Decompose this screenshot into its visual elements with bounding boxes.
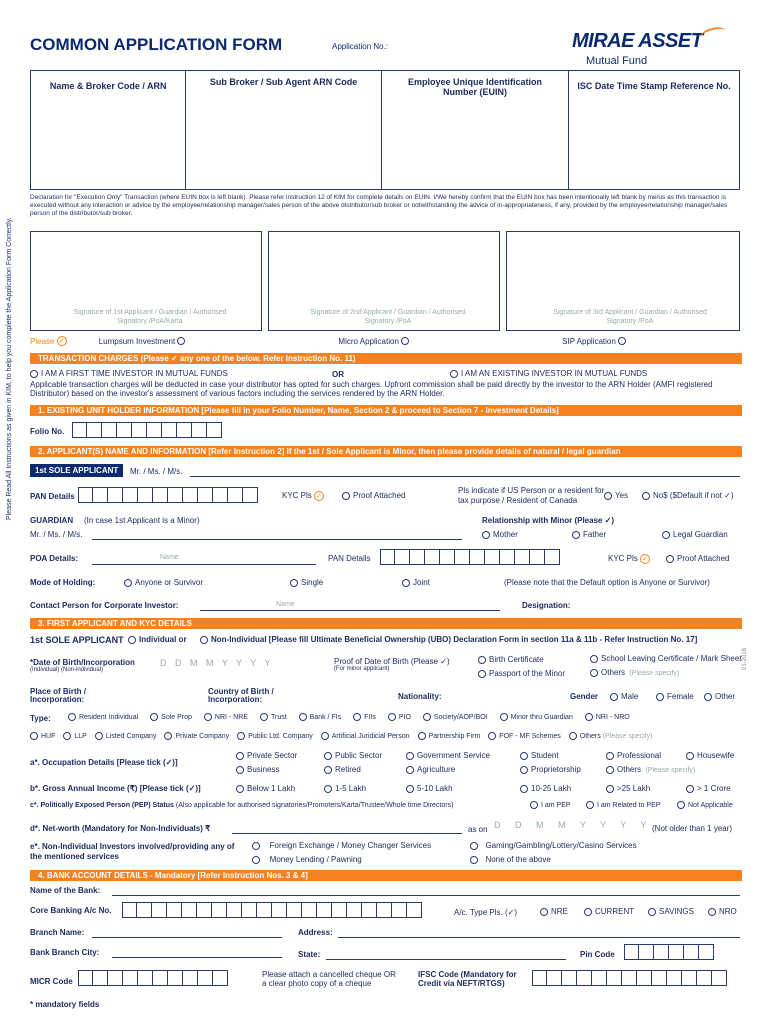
service-option[interactable]: Money Lending / Pawning xyxy=(252,855,362,864)
birth-cert-option[interactable]: Birth Certificate xyxy=(478,655,544,664)
income-option[interactable]: 1-5 Lakh xyxy=(324,784,366,793)
signature-caption-2: Signature of 2nd Applicant / Guardian / Authorised Signatory /PoA xyxy=(310,309,466,325)
pan-input[interactable] xyxy=(78,487,258,503)
type-option[interactable]: Private Company xyxy=(164,732,229,740)
folio-label: Folio No. xyxy=(30,427,65,436)
ac-type-option[interactable]: NRO xyxy=(708,907,737,916)
micr-label: MICR Code xyxy=(30,977,73,986)
type-option[interactable]: Society/AOP/BOI xyxy=(423,713,488,721)
city-label: Bank Branch City: xyxy=(30,948,100,957)
relation-mother[interactable]: Mother xyxy=(482,530,518,539)
type-label: Type: xyxy=(30,714,51,723)
occ-option[interactable]: Agriculture xyxy=(406,765,455,774)
branch-line[interactable] xyxy=(92,937,282,938)
type-option[interactable]: Artificial Juridicial Person xyxy=(321,732,410,740)
income-option[interactable]: > 1 Crore xyxy=(686,784,731,793)
type-row-1 xyxy=(68,713,630,721)
micr-input[interactable] xyxy=(78,970,228,986)
income-option[interactable]: 10-25 Lakh xyxy=(520,784,571,793)
section-4-bar: 4. BANK ACCOUNT DETAILS - Mandatory [Refer Instruction Nos. 3 & 4] xyxy=(30,870,742,881)
poa-pan-input[interactable] xyxy=(380,549,560,565)
signature-caption-3: Signature of 3rd Applicant / Guardian / Authorised Signatory /PoA xyxy=(553,309,707,325)
micro-option[interactable]: Micro Application xyxy=(338,337,412,346)
guardian-note: (In case 1st Applicant is a Minor) xyxy=(84,516,200,525)
state-label: State: xyxy=(298,950,321,959)
section-3-bar: 3. FIRST APPLICANT AND KYC DETAILS xyxy=(30,618,742,629)
broker-col-1[interactable]: Name & Broker Code / ARN xyxy=(31,71,186,189)
us-yes-option[interactable]: Yes xyxy=(604,491,628,500)
ac-type-option[interactable]: SAVINGS xyxy=(648,907,694,916)
or-label: OR xyxy=(332,370,344,379)
minor-note: (For minor applicant) xyxy=(334,666,390,672)
branch-label: Branch Name: xyxy=(30,928,85,937)
folio-input[interactable] xyxy=(72,422,222,438)
networth-date[interactable]: D D M M Y Y Y Y xyxy=(494,820,653,830)
address-label: Address: xyxy=(298,928,333,937)
dob-others-option[interactable]: Others (Please specify) xyxy=(590,668,679,677)
type-option[interactable]: Bank / FIs xyxy=(299,713,342,721)
lumpsum-option[interactable]: Lumpsum Investment xyxy=(99,337,189,346)
bank-name-label: Name of the Bank: xyxy=(30,886,101,895)
contact-label: Contact Person for Corporate Investor: xyxy=(30,601,179,610)
logo-swoosh-icon xyxy=(699,25,727,43)
s3-sole-label: 1st SOLE APPLICANT xyxy=(30,635,124,645)
guardian-salutation: Mr. / Ms. / M/s. xyxy=(30,530,83,539)
mode-label: Mode of Holding: xyxy=(30,578,96,587)
occ-option[interactable]: Public Sector xyxy=(324,751,382,760)
gender-label: Gender xyxy=(570,692,599,701)
guardian-name-line[interactable] xyxy=(92,539,462,540)
poa-label: POA Details: xyxy=(30,554,79,563)
type-option[interactable]: Listed Company xyxy=(95,732,157,740)
income-option[interactable]: 5-10 Lakh xyxy=(406,784,453,793)
mode-joint[interactable]: Joint xyxy=(402,578,430,587)
type-option[interactable]: Partnership Firm xyxy=(418,732,481,740)
euin-declaration: Declaration for "Execution Only" Transaction (where EUIN box is left blank). Please refer instruction 12 of KIM for complete details on EUIN. I/We hereby confirm that the EUIN box has been intentionally left blank by me/us as this transaction is executed without any interaction or advice by the employee/relationship manager/sales person of the above distributor/sub broker or notwithstanding the advice of in-appropriateness, if any, provided by the employee/relationship manager/sales person of the distributor/sub broker. xyxy=(30,194,728,217)
type-option[interactable]: Sole Prop xyxy=(150,713,192,721)
sip-option[interactable]: SIP Application xyxy=(562,337,629,346)
occ-option[interactable]: Retired xyxy=(324,765,361,774)
networth-note: (Not older than 1 year) xyxy=(652,824,733,833)
ac-type-label: A/c. Type Pls. (✓) xyxy=(454,908,518,917)
mode-note: (Please note that the Default option is Anyone or Survivor) xyxy=(504,578,710,587)
broker-col-3[interactable]: Employee Unique Identification Number (EUIN) xyxy=(382,71,569,189)
service-option[interactable]: None of the above xyxy=(470,855,551,864)
broker-col-2[interactable]: Sub Broker / Sub Agent ARN Code xyxy=(186,71,381,189)
income-option[interactable]: Below 1 Lakh xyxy=(236,784,295,793)
section-2-bar: 2. APPLICANT(S) NAME AND INFORMATION [Refer Instruction 2] If the 1st / Sole Applicant is Minor, then please provide details of natural / legal guardian xyxy=(30,446,742,457)
occ-option[interactable]: Student xyxy=(520,751,559,760)
gender-female[interactable]: Female xyxy=(656,692,694,701)
occ-option[interactable]: Others (Please specify) xyxy=(606,765,695,774)
relationship-label: Relationship with Minor (Please ✓) xyxy=(482,516,615,525)
type-option[interactable]: HUF xyxy=(30,732,55,740)
ifsc-input[interactable] xyxy=(532,970,727,986)
type-option[interactable]: LLP xyxy=(63,732,86,740)
contact-name-line[interactable] xyxy=(200,610,500,611)
pin-label: Pin Code xyxy=(580,950,615,959)
pep-option[interactable]: I am Related to PEP xyxy=(586,801,660,809)
contact-name-placeholder[interactable]: Name xyxy=(276,601,295,608)
pep-row: c*. Politically Exposed Person (PEP) Status (Also applicable for authorised signatories/Promoters/Karta/Trustee/Whole time Directors) xyxy=(30,802,454,809)
salutation-label: Mr. / Ms. / M/s. xyxy=(130,467,183,476)
dob-input[interactable]: D D M M Y Y Y Y xyxy=(160,658,274,668)
type-option[interactable]: Others (Please specify) xyxy=(569,732,653,740)
guardian-label: GUARDIAN xyxy=(30,516,74,525)
mode-single[interactable]: Single xyxy=(290,578,323,587)
poa-pan-label: PAN Details xyxy=(328,554,371,563)
address-line[interactable] xyxy=(338,937,740,938)
pan-label: PAN Details xyxy=(30,492,75,501)
type-option[interactable]: FIIs xyxy=(353,713,376,721)
services-label: e*. Non-Individual Investors involved/providing any of the mentioned services xyxy=(30,842,235,861)
relation-legal[interactable]: Legal Guardian xyxy=(662,530,728,539)
ac-type-option[interactable]: NRE xyxy=(540,907,568,916)
first-time-investor-option[interactable]: I AM A FIRST TIME INVESTOR IN MUTUAL FUNDS xyxy=(30,369,228,378)
occupation-label: a*. Occupation Details [Please tick (✓)] xyxy=(30,758,178,767)
broker-table xyxy=(30,70,740,190)
transaction-note: Applicable transaction charges will be deducted in case your distributor has opted for such charges. Upfront commission shall be paid directly by the investor to the ARN Holder (AMFI registered Distributor) based on the investor's assessment of various factors including the services rendered by the ARN Holder. xyxy=(30,380,713,398)
pep-option[interactable]: I am PEP xyxy=(530,801,571,809)
ac-type-option[interactable]: CURRENT xyxy=(584,907,634,916)
relation-father[interactable]: Father xyxy=(572,530,606,539)
mode-anyone[interactable]: Anyone or Survivor xyxy=(124,578,203,587)
pan-proof-option[interactable]: Proof Attached xyxy=(342,491,405,500)
type-option[interactable]: NRI - NRE xyxy=(204,713,248,721)
poa-name-placeholder[interactable]: Name xyxy=(160,554,179,561)
occ-option[interactable]: Private Sector xyxy=(236,751,297,760)
cbs-input[interactable] xyxy=(122,902,422,918)
transaction-charges-bar: TRANSACTION CHARGES (Please ✓ any one of the below. Refer Instruction No. 11) xyxy=(30,353,742,364)
dob-sub-label: (Individual) (Non-individual) xyxy=(30,667,104,673)
ifsc-label: IFSC Code (Mandatory for Credit via NEFT/RTGS) xyxy=(418,970,517,988)
us-no-option[interactable]: No$ ($Default if not ✓) xyxy=(642,491,734,500)
passport-option[interactable]: Passport of the Minor xyxy=(478,669,565,678)
networth-label: d*. Net-worth (Mandatory for Non-Individuals) ₹ xyxy=(30,824,211,833)
state-line[interactable] xyxy=(326,959,566,960)
type-option[interactable]: Minor thru Guardian xyxy=(500,713,573,721)
dob-label: *Date of Birth/Incorporation xyxy=(30,658,135,667)
occ-option[interactable]: Professional xyxy=(606,751,661,760)
occ-option[interactable]: Business xyxy=(236,765,279,774)
pep-option[interactable]: Not Applicable xyxy=(677,801,733,809)
type-option[interactable]: Resident Individual xyxy=(68,713,138,721)
gender-other[interactable]: Other xyxy=(704,692,735,701)
us-person-label: Pls indicate if US Person or a resident for tax purpose / Resident of Canada xyxy=(458,486,605,505)
service-option[interactable]: Gaming/Gambling/Lottery/Casino Services xyxy=(470,841,637,850)
side-instruction: Please Read All Instructions as given in KIM, to help you complete the Application Form Correctly. xyxy=(6,217,13,520)
designation-label: Designation: xyxy=(522,601,571,610)
kyc-label: KYC Pls ✓ xyxy=(282,491,324,501)
mandatory-note: * mandatory fields xyxy=(30,1000,100,1009)
school-cert-option[interactable]: School Leaving Certificate / Mark Sheet xyxy=(590,654,742,663)
bank-name-line[interactable] xyxy=(112,895,740,896)
investment-type-row xyxy=(30,336,730,346)
sole-applicant-tag: 1st SOLE APPLICANT xyxy=(30,464,123,477)
pin-input[interactable] xyxy=(624,944,714,960)
brand-subtitle: Mutual Fund xyxy=(586,55,648,67)
type-option[interactable]: FOF - MF Schemes xyxy=(488,732,560,740)
section-1-bar: 1. EXISTING UNIT HOLDER INFORMATION [Please fill in your Folio Number, Name, Section 2 & proceed to Section 7 - Investment Details] xyxy=(30,405,742,416)
country-birth-label: Country of Birth / Incorporation: xyxy=(208,687,274,704)
cheque-note: Please attach a cancelled cheque OR a clear photo copy of a cheque xyxy=(262,970,396,988)
please-label: Please xyxy=(30,336,55,346)
individual-option[interactable]: Individual or xyxy=(128,635,187,644)
type-option[interactable]: PIO xyxy=(388,713,411,721)
non-individual-option[interactable]: Non-Individual [Please fill Ultimate Beneficial Ownership (UBO) Declaration Form in section 11a & 11b - Refer Instruction No. 17] xyxy=(200,635,697,644)
occ-option[interactable]: Proprietorship xyxy=(520,765,581,774)
applicant-name-line[interactable] xyxy=(190,476,740,477)
poa-kyc: KYC Pls ✓ xyxy=(608,554,650,564)
networth-line[interactable] xyxy=(232,833,462,834)
type-option[interactable]: Public Ltd. Company xyxy=(237,732,313,740)
cbs-label: Core Banking A/c No. xyxy=(30,906,112,915)
service-option[interactable]: Foreign Exchange / Money Changer Services xyxy=(252,841,431,850)
existing-investor-option[interactable]: I AM AN EXISTING INVESTOR IN MUTUAL FUNDS xyxy=(450,369,647,378)
nationality-label: Nationality: xyxy=(398,692,442,701)
tick-icon: ✓ xyxy=(57,336,67,346)
city-line[interactable] xyxy=(112,957,282,958)
type-option[interactable]: Trust xyxy=(260,713,287,721)
occ-option[interactable]: Housewife xyxy=(686,751,734,760)
signature-caption-1: Signature of 1st Applicant / Guardian / Authorised Signatory /PoA/Karta xyxy=(73,309,227,325)
form-title: COMMON APPLICATION FORM xyxy=(30,35,283,54)
application-number-label: Application No.: xyxy=(332,42,389,51)
as-on-label: as on xyxy=(468,825,488,834)
proof-dob-label: Proof of Date of Birth (Please ✓) xyxy=(334,657,450,666)
type-row-2 xyxy=(30,732,653,740)
brand-logo: MIRAE ASSET xyxy=(572,30,703,52)
occ-option[interactable]: Government Service xyxy=(406,751,490,760)
gender-male[interactable]: Male xyxy=(610,692,638,701)
poa-name-line[interactable] xyxy=(92,564,316,565)
type-option[interactable]: NRI - NRO xyxy=(585,713,630,721)
income-option[interactable]: >25 Lakh xyxy=(606,784,650,793)
poa-proof-option[interactable]: Proof Attached xyxy=(666,554,729,563)
broker-col-4[interactable]: ISC Date Time Stamp Reference No. xyxy=(577,81,731,91)
form-date-code: 01-2016 xyxy=(742,647,748,670)
place-birth-label: Place of Birth / Incorporation: xyxy=(30,687,87,704)
income-label: b*. Gross Annual Income (₹) [Please tick (✓)] xyxy=(30,784,201,793)
